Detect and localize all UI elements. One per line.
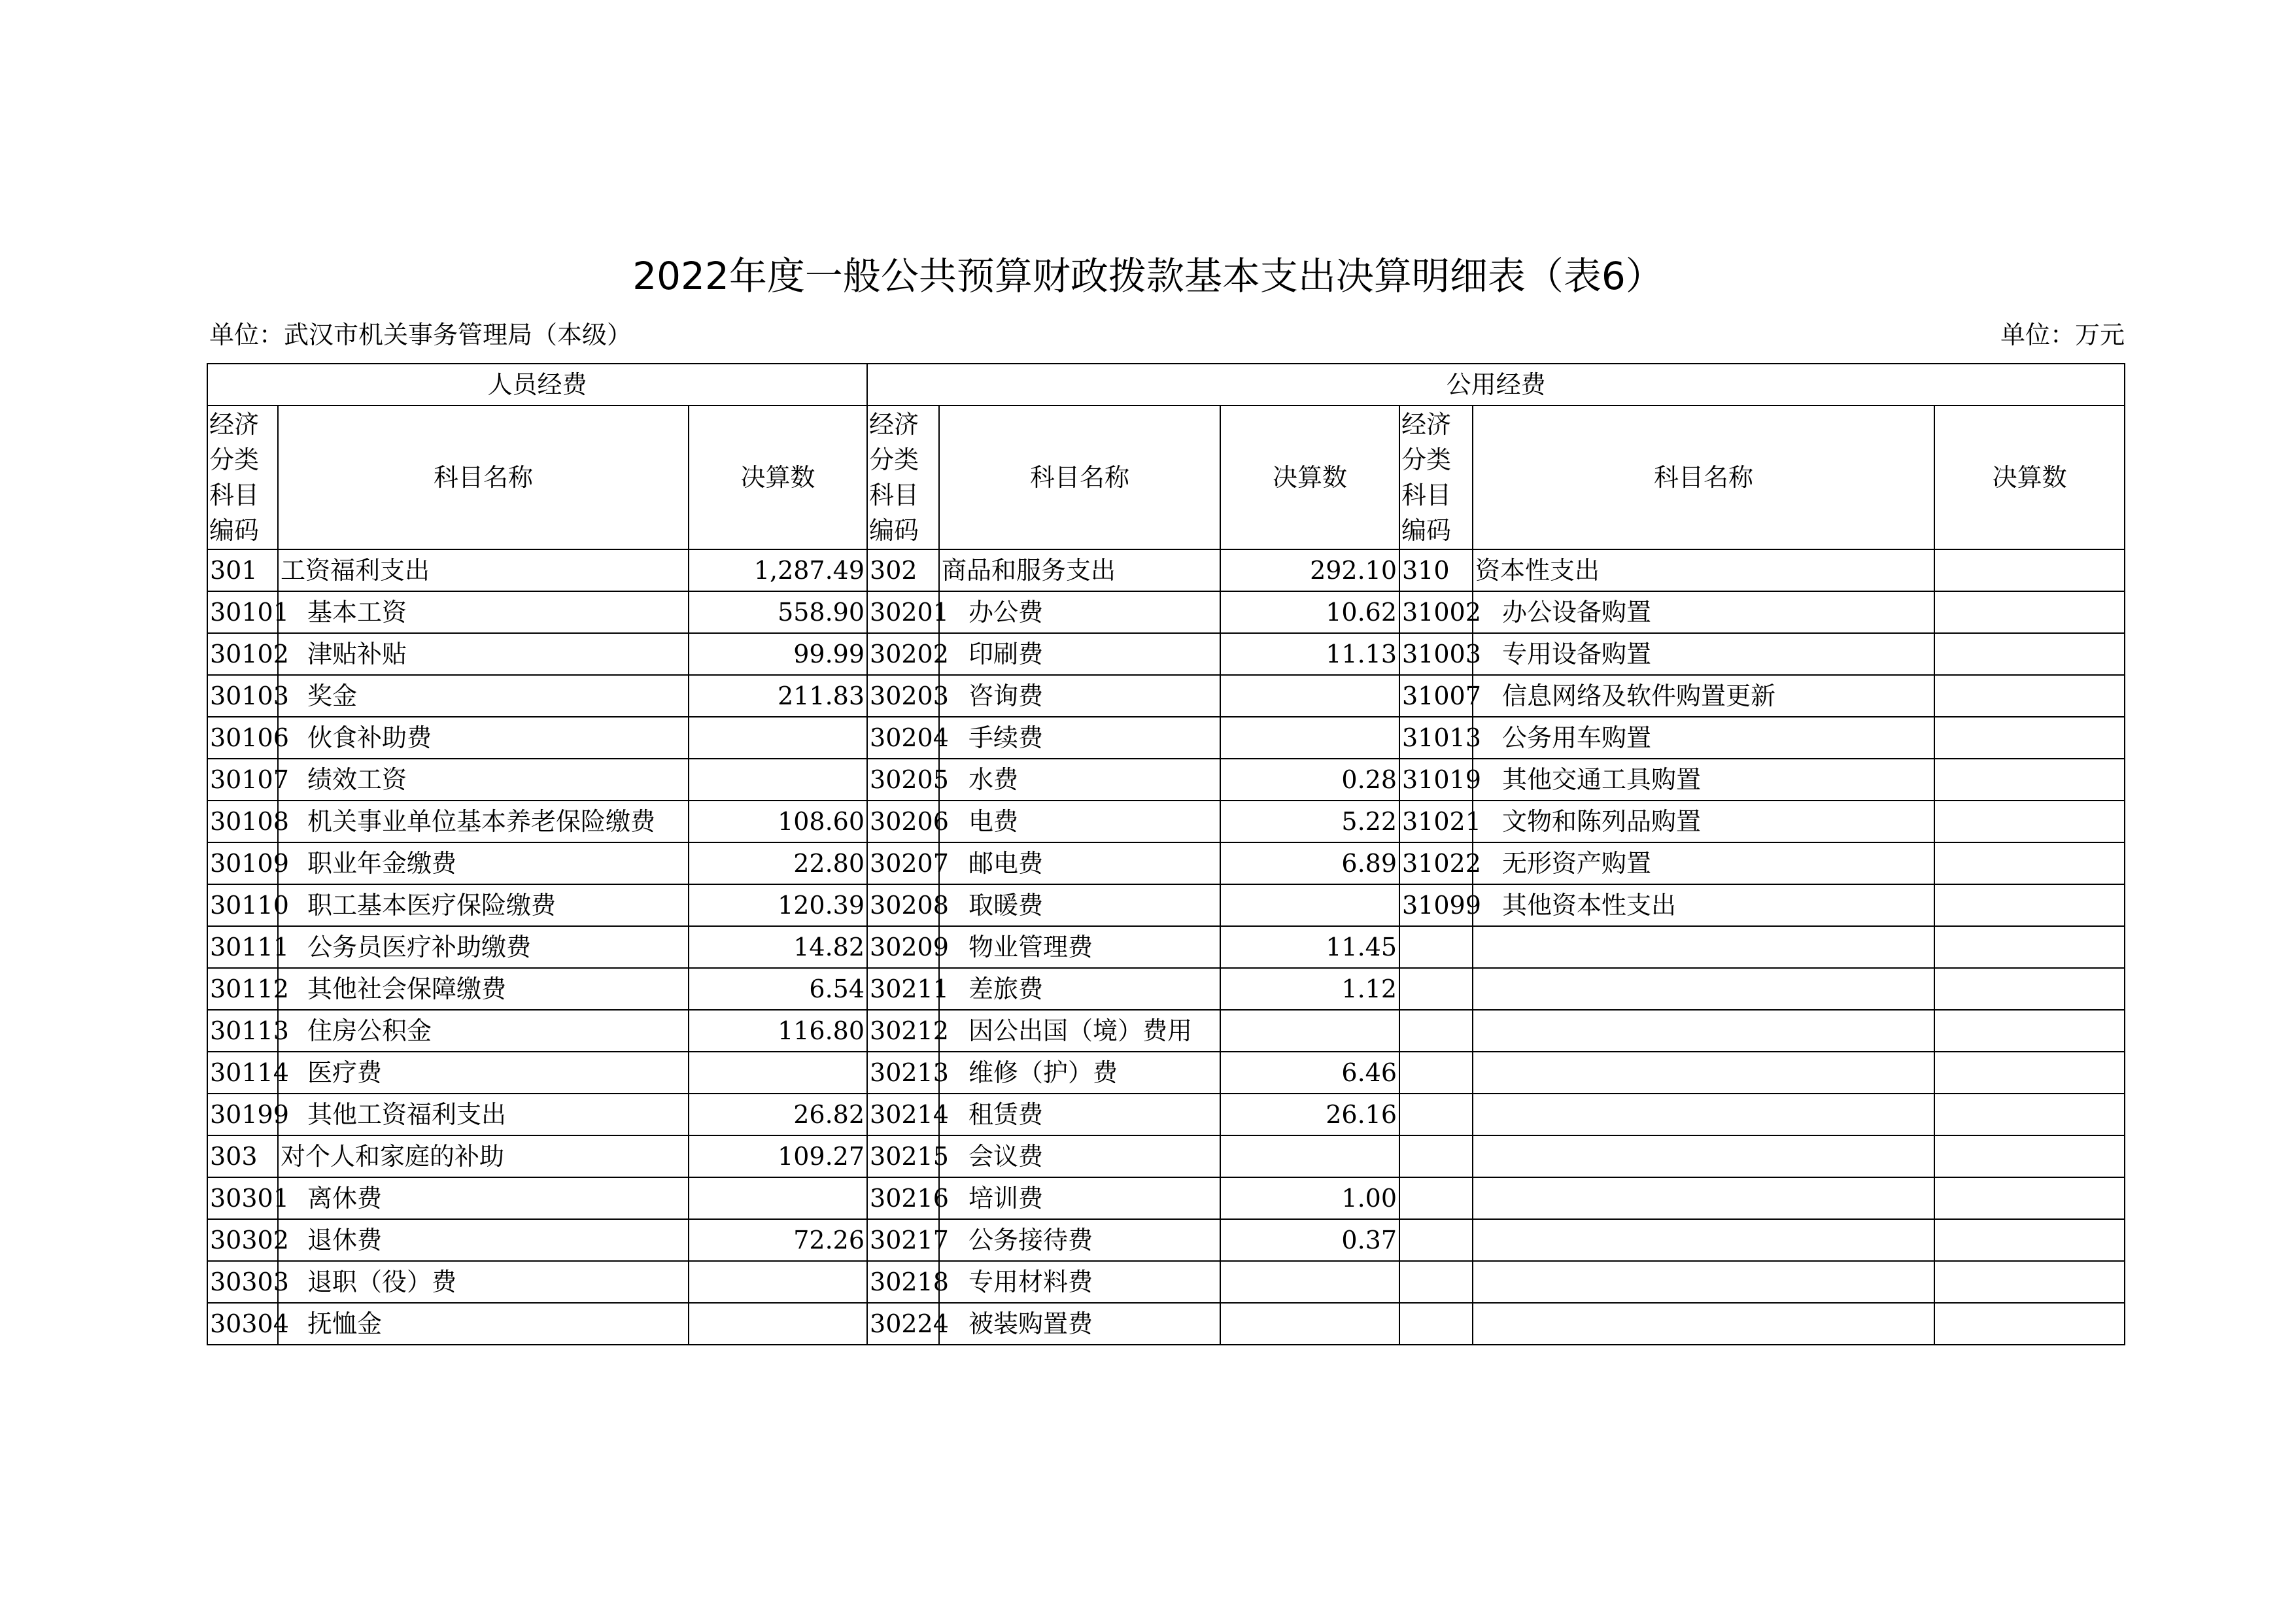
table-row xyxy=(207,675,2125,717)
capital-name-cell xyxy=(1473,1135,1934,1177)
public-code-cell: 30201 xyxy=(867,591,939,633)
capital-name-cell: 其他交通工具购置 xyxy=(1473,759,1934,801)
personnel-code-cell: 30110 xyxy=(207,884,278,926)
capital-code-cell xyxy=(1399,1177,1473,1219)
capital-name-cell xyxy=(1473,1094,1934,1135)
public-name-cell: 商品和服务支出 xyxy=(939,549,1220,591)
public-name-cell: 会议费 xyxy=(939,1135,1220,1177)
capital-code-cell xyxy=(1399,1303,1473,1345)
capital-code-cell xyxy=(1399,926,1473,968)
public-code-cell: 30224 xyxy=(867,1303,939,1345)
personnel-name-cell: 公务员医疗补助缴费 xyxy=(278,926,689,968)
capital-name-cell xyxy=(1473,1219,1934,1261)
column-header-row xyxy=(207,406,2125,549)
personnel-amount-cell xyxy=(689,1303,867,1345)
group-public-header: 公用经费 xyxy=(867,364,2125,406)
personnel-amount-cell: 120.39 xyxy=(689,884,867,926)
capital-amount-cell xyxy=(1934,717,2125,759)
public-name-cell: 因公出国（境）费用 xyxy=(939,1010,1220,1052)
public-amount-cell xyxy=(1220,1261,1399,1303)
public-code-cell: 30215 xyxy=(867,1135,939,1177)
capital-name-cell: 信息网络及软件购置更新 xyxy=(1473,675,1934,717)
public-name-cell: 差旅费 xyxy=(939,968,1220,1010)
personnel-name-cell: 津贴补贴 xyxy=(278,633,689,675)
capital-name-cell: 其他资本性支出 xyxy=(1473,884,1934,926)
capital-amount-cell xyxy=(1934,591,2125,633)
personnel-amount-cell xyxy=(689,1052,867,1094)
capital-amount-cell xyxy=(1934,1010,2125,1052)
capital-amount-cell xyxy=(1934,1094,2125,1135)
table-row xyxy=(207,1177,2125,1219)
capital-amount-cell xyxy=(1934,675,2125,717)
capital-name-cell: 办公设备购置 xyxy=(1473,591,1934,633)
capital-amount-cell xyxy=(1934,549,2125,591)
table-row xyxy=(207,801,2125,842)
capital-amount-cell xyxy=(1934,968,2125,1010)
capital-name-cell xyxy=(1473,1303,1934,1345)
personnel-code-cell: 30109 xyxy=(207,842,278,884)
public-name-cell: 公务接待费 xyxy=(939,1219,1220,1261)
public-amount-cell: 0.37 xyxy=(1220,1219,1399,1261)
personnel-name-cell: 其他社会保障缴费 xyxy=(278,968,689,1010)
unit-organization: 单位：武汉市机关事务管理局（本级） xyxy=(209,320,632,349)
public-code-cell: 30207 xyxy=(867,842,939,884)
public-name-cell: 被装购置费 xyxy=(939,1303,1220,1345)
personnel-code-cell: 30102 xyxy=(207,633,278,675)
amount-header: 决算数 xyxy=(1934,406,2125,549)
public-code-cell: 30208 xyxy=(867,884,939,926)
public-amount-cell: 0.28 xyxy=(1220,759,1399,801)
public-code-cell: 302 xyxy=(867,549,939,591)
personnel-amount-cell: 108.60 xyxy=(689,801,867,842)
public-name-cell: 印刷费 xyxy=(939,633,1220,675)
public-amount-cell: 6.89 xyxy=(1220,842,1399,884)
group-personnel-header: 人员经费 xyxy=(207,364,867,406)
personnel-code-cell: 30108 xyxy=(207,801,278,842)
personnel-name-cell: 住房公积金 xyxy=(278,1010,689,1052)
capital-code-cell: 310 xyxy=(1399,549,1473,591)
personnel-name-cell: 其他工资福利支出 xyxy=(278,1094,689,1135)
public-amount-cell: 292.10 xyxy=(1220,549,1399,591)
capital-code-cell: 31003 xyxy=(1399,633,1473,675)
capital-amount-cell xyxy=(1934,1135,2125,1177)
capital-name-cell: 专用设备购置 xyxy=(1473,633,1934,675)
personnel-amount-cell xyxy=(689,1177,867,1219)
capital-amount-cell xyxy=(1934,884,2125,926)
capital-code-cell: 31019 xyxy=(1399,759,1473,801)
public-name-cell: 邮电费 xyxy=(939,842,1220,884)
name-header: 科目名称 xyxy=(939,406,1220,549)
public-code-cell: 30209 xyxy=(867,926,939,968)
personnel-name-cell: 退职（役）费 xyxy=(278,1261,689,1303)
capital-name-cell xyxy=(1473,1177,1934,1219)
personnel-amount-cell: 99.99 xyxy=(689,633,867,675)
personnel-code-cell: 30199 xyxy=(207,1094,278,1135)
public-code-cell: 30213 xyxy=(867,1052,939,1094)
amount-header: 决算数 xyxy=(1220,406,1399,549)
capital-code-cell xyxy=(1399,968,1473,1010)
code-header: 经济分类科目编码 xyxy=(867,406,939,549)
capital-name-cell xyxy=(1473,926,1934,968)
personnel-amount-cell xyxy=(689,1261,867,1303)
public-amount-cell: 26.16 xyxy=(1220,1094,1399,1135)
personnel-code-cell: 30103 xyxy=(207,675,278,717)
table-row xyxy=(207,1303,2125,1345)
capital-code-cell xyxy=(1399,1094,1473,1135)
name-header: 科目名称 xyxy=(278,406,689,549)
personnel-code-cell: 301 xyxy=(207,549,278,591)
name-header: 科目名称 xyxy=(1473,406,1934,549)
public-code-cell: 30204 xyxy=(867,717,939,759)
capital-amount-cell xyxy=(1934,633,2125,675)
personnel-code-cell: 30303 xyxy=(207,1261,278,1303)
table-row xyxy=(207,549,2125,591)
public-name-cell: 专用材料费 xyxy=(939,1261,1220,1303)
public-amount-cell: 11.45 xyxy=(1220,926,1399,968)
page-title: 2022年度一般公共预算财政拨款基本支出决算明细表（表6） xyxy=(632,254,1664,298)
public-code-cell: 30203 xyxy=(867,675,939,717)
capital-code-cell: 31002 xyxy=(1399,591,1473,633)
public-code-cell: 30205 xyxy=(867,759,939,801)
public-amount-cell xyxy=(1220,1135,1399,1177)
personnel-code-cell: 30113 xyxy=(207,1010,278,1052)
public-name-cell: 办公费 xyxy=(939,591,1220,633)
personnel-code-cell: 30112 xyxy=(207,968,278,1010)
public-name-cell: 水费 xyxy=(939,759,1220,801)
personnel-name-cell: 职工基本医疗保险缴费 xyxy=(278,884,689,926)
capital-amount-cell xyxy=(1934,1052,2125,1094)
capital-name-cell: 文物和陈列品购置 xyxy=(1473,801,1934,842)
personnel-amount-cell: 22.80 xyxy=(689,842,867,884)
personnel-code-cell: 303 xyxy=(207,1135,278,1177)
public-amount-cell xyxy=(1220,884,1399,926)
capital-code-cell: 31007 xyxy=(1399,675,1473,717)
public-name-cell: 培训费 xyxy=(939,1177,1220,1219)
table-row xyxy=(207,926,2125,968)
public-name-cell: 取暖费 xyxy=(939,884,1220,926)
capital-name-cell: 公务用车购置 xyxy=(1473,717,1934,759)
capital-code-cell xyxy=(1399,1219,1473,1261)
personnel-code-cell: 30304 xyxy=(207,1303,278,1345)
personnel-name-cell: 离休费 xyxy=(278,1177,689,1219)
capital-name-cell: 资本性支出 xyxy=(1473,549,1934,591)
table-row xyxy=(207,842,2125,884)
capital-amount-cell xyxy=(1934,1303,2125,1345)
public-name-cell: 手续费 xyxy=(939,717,1220,759)
personnel-code-cell: 30301 xyxy=(207,1177,278,1219)
public-amount-cell xyxy=(1220,675,1399,717)
table-row xyxy=(207,1094,2125,1135)
code-header: 经济分类科目编码 xyxy=(207,406,278,549)
personnel-name-cell: 奖金 xyxy=(278,675,689,717)
public-name-cell: 电费 xyxy=(939,801,1220,842)
public-amount-cell xyxy=(1220,1303,1399,1345)
capital-code-cell: 31022 xyxy=(1399,842,1473,884)
personnel-name-cell: 退休费 xyxy=(278,1219,689,1261)
table-row xyxy=(207,968,2125,1010)
table-row xyxy=(207,717,2125,759)
personnel-amount-cell xyxy=(689,759,867,801)
capital-amount-cell xyxy=(1934,759,2125,801)
capital-amount-cell xyxy=(1934,1219,2125,1261)
personnel-amount-cell: 6.54 xyxy=(689,968,867,1010)
public-name-cell: 咨询费 xyxy=(939,675,1220,717)
table-row xyxy=(207,759,2125,801)
personnel-name-cell: 机关事业单位基本养老保险缴费 xyxy=(278,801,689,842)
public-amount-cell: 10.62 xyxy=(1220,591,1399,633)
public-name-cell: 租赁费 xyxy=(939,1094,1220,1135)
personnel-name-cell: 基本工资 xyxy=(278,591,689,633)
personnel-amount-cell xyxy=(689,717,867,759)
public-code-cell: 30214 xyxy=(867,1094,939,1135)
public-amount-cell: 1.00 xyxy=(1220,1177,1399,1219)
capital-amount-cell xyxy=(1934,1261,2125,1303)
personnel-code-cell: 30111 xyxy=(207,926,278,968)
public-amount-cell xyxy=(1220,717,1399,759)
personnel-amount-cell: 109.27 xyxy=(689,1135,867,1177)
personnel-amount-cell: 558.90 xyxy=(689,591,867,633)
public-code-cell: 30212 xyxy=(867,1010,939,1052)
public-name-cell: 物业管理费 xyxy=(939,926,1220,968)
personnel-name-cell: 对个人和家庭的补助 xyxy=(278,1135,689,1177)
capital-code-cell: 31099 xyxy=(1399,884,1473,926)
capital-code-cell xyxy=(1399,1010,1473,1052)
personnel-amount-cell: 26.82 xyxy=(689,1094,867,1135)
public-code-cell: 30217 xyxy=(867,1219,939,1261)
table-row xyxy=(207,591,2125,633)
capital-code-cell: 31013 xyxy=(1399,717,1473,759)
table-row xyxy=(207,1010,2125,1052)
budget-table xyxy=(207,363,2125,1345)
capital-code-cell xyxy=(1399,1052,1473,1094)
amount-header: 决算数 xyxy=(689,406,867,549)
capital-amount-cell xyxy=(1934,926,2125,968)
personnel-code-cell: 30107 xyxy=(207,759,278,801)
public-code-cell: 30218 xyxy=(867,1261,939,1303)
capital-name-cell xyxy=(1473,1010,1934,1052)
personnel-amount-cell: 116.80 xyxy=(689,1010,867,1052)
public-code-cell: 30206 xyxy=(867,801,939,842)
capital-amount-cell xyxy=(1934,842,2125,884)
personnel-name-cell: 抚恤金 xyxy=(278,1303,689,1345)
capital-amount-cell xyxy=(1934,1177,2125,1219)
public-code-cell: 30202 xyxy=(867,633,939,675)
table-row xyxy=(207,1261,2125,1303)
personnel-amount-cell: 1,287.49 xyxy=(689,549,867,591)
capital-name-cell xyxy=(1473,968,1934,1010)
personnel-name-cell: 伙食补助费 xyxy=(278,717,689,759)
capital-name-cell xyxy=(1473,1261,1934,1303)
public-amount-cell: 5.22 xyxy=(1220,801,1399,842)
personnel-amount-cell: 72.26 xyxy=(689,1219,867,1261)
public-name-cell: 维修（护）费 xyxy=(939,1052,1220,1094)
public-code-cell: 30216 xyxy=(867,1177,939,1219)
personnel-code-cell: 30114 xyxy=(207,1052,278,1094)
personnel-amount-cell: 211.83 xyxy=(689,675,867,717)
personnel-amount-cell: 14.82 xyxy=(689,926,867,968)
personnel-code-cell: 30106 xyxy=(207,717,278,759)
public-amount-cell: 11.13 xyxy=(1220,633,1399,675)
unit-currency: 单位：万元 xyxy=(2000,320,2125,349)
personnel-code-cell: 30101 xyxy=(207,591,278,633)
public-code-cell: 30211 xyxy=(867,968,939,1010)
personnel-name-cell: 职业年金缴费 xyxy=(278,842,689,884)
table-row xyxy=(207,633,2125,675)
code-header: 经济分类科目编码 xyxy=(1399,406,1473,549)
capital-name-cell xyxy=(1473,1052,1934,1094)
capital-amount-cell xyxy=(1934,801,2125,842)
capital-name-cell: 无形资产购置 xyxy=(1473,842,1934,884)
personnel-code-cell: 30302 xyxy=(207,1219,278,1261)
personnel-name-cell: 医疗费 xyxy=(278,1052,689,1094)
capital-code-cell xyxy=(1399,1135,1473,1177)
personnel-name-cell: 绩效工资 xyxy=(278,759,689,801)
group-header-row xyxy=(207,364,2125,406)
capital-code-cell: 31021 xyxy=(1399,801,1473,842)
table-row xyxy=(207,884,2125,926)
capital-code-cell xyxy=(1399,1261,1473,1303)
table-row xyxy=(207,1052,2125,1094)
public-amount-cell: 1.12 xyxy=(1220,968,1399,1010)
public-amount-cell: 6.46 xyxy=(1220,1052,1399,1094)
personnel-name-cell: 工资福利支出 xyxy=(278,549,689,591)
table-row xyxy=(207,1219,2125,1261)
table-row xyxy=(207,1135,2125,1177)
public-amount-cell xyxy=(1220,1010,1399,1052)
